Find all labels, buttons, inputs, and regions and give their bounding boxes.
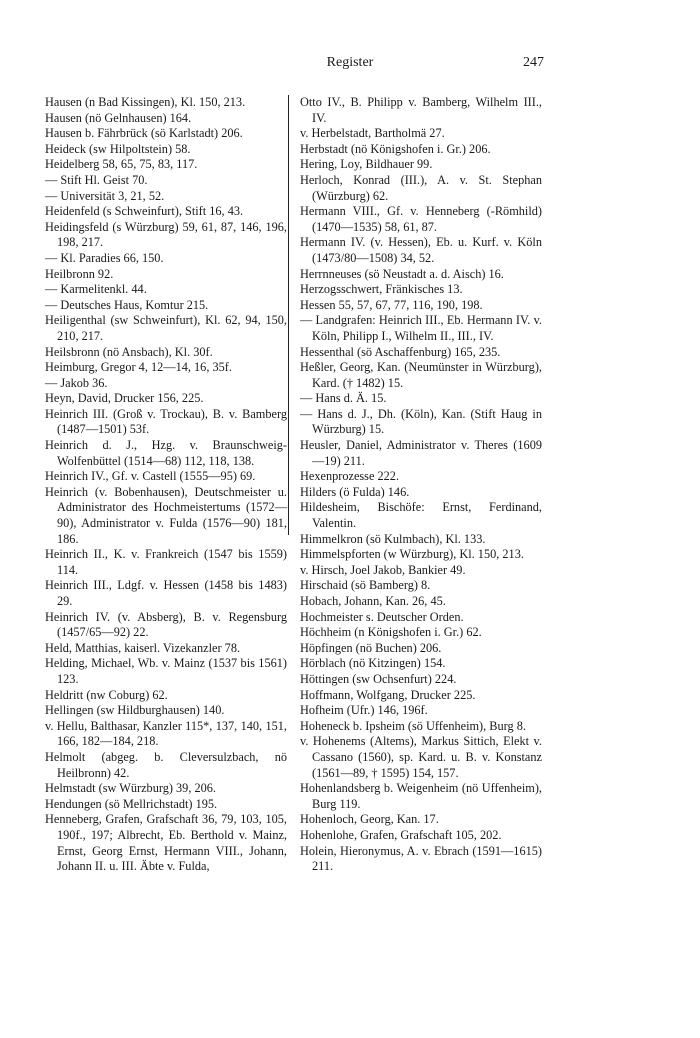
index-entry: Heilsbronn (nö Ansbach), Kl. 30f. xyxy=(45,344,213,359)
index-entry: — Universität 3, 21, 52. xyxy=(45,188,165,203)
index-entry: Heinrich (v. Bobenhausen), Deutschmeister u. Administrator des Hochmeistertums (1572—90), Administrator v. Fulda (1576—90) 181, 186. xyxy=(45,484,287,546)
index-entry: Hessen 55, 57, 67, 77, 116, 190, 198. xyxy=(300,297,483,312)
index-entry: Hochmeister s. Deutscher Orden. xyxy=(300,609,464,624)
index-entry: Heideck (sw Hilpoltstein) 58. xyxy=(45,141,191,156)
index-entry: Heidelberg 58, 65, 75, 83, 117. xyxy=(45,157,198,172)
index-entry: Hilders (ö Fulda) 146. xyxy=(300,484,410,499)
index-entry: Helmstadt (sw Würzburg) 39, 206. xyxy=(45,781,216,796)
index-entry: Herzogsschwert, Fränkisches 13. xyxy=(300,282,463,297)
running-title: Register xyxy=(326,55,374,70)
index-entry: Heinrich II., K. v. Frankreich (1547 bis 1559) 114. xyxy=(45,547,287,577)
index-entry: — Jakob 36. xyxy=(45,375,108,390)
index-entry: Helding, Michael, Wb. v. Mainz (1537 bis 1561) 123. xyxy=(45,656,287,686)
index-entry: Hoheneck b. Ipsheim (sö Uffenheim), Burg 8. xyxy=(300,718,526,733)
index-entry: Heyn, David, Drucker 156, 225. xyxy=(45,391,204,406)
index-entry: Hellingen (sw Hildburghausen) 140. xyxy=(45,703,225,718)
index-entry: — Kl. Paradies 66, 150. xyxy=(45,250,164,265)
index-entry: — Hans d. Ä. 15. xyxy=(300,391,387,406)
index-entry: Hirschaid (sö Bamberg) 8. xyxy=(300,578,431,593)
index-entry: Heidingsfeld (s Würzburg) 59, 61, 87, 146, 196, 198, 217. xyxy=(45,219,287,250)
index-entry: Hoffmann, Wolfgang, Drucker 225. xyxy=(300,687,476,702)
index-entry: — Hans d. J., Dh. (Köln), Kan. (Stift Haug in Würzburg) 15. xyxy=(300,406,542,437)
index-entry: Heilbronn 92. xyxy=(45,266,114,281)
index-column-left xyxy=(45,95,287,875)
index-entry: Himmelspforten (w Würzburg), Kl. 150, 213. xyxy=(300,547,524,562)
index-entry: Heinrich d. J., Hzg. v. Braunschweig-Wolfenbüttel (1514—68) 112, 118, 138. xyxy=(45,438,287,468)
index-entry: — Deutsches Haus, Komtur 215. xyxy=(45,297,209,312)
index-entry: Heidenfeld (s Schweinfurt), Stift 16, 43. xyxy=(45,204,244,219)
index-entry: Hohenlandsberg b. Weigenheim (nö Uffenheim), Burg 119. xyxy=(300,781,542,811)
index-entry: Otto IV., B. Philipp v. Bamberg, Wilhelm III., IV. xyxy=(300,95,542,125)
index-entry: v. Hirsch, Joel Jakob, Bankier 49. xyxy=(300,562,466,577)
index-entry: Held, Matthias, kaiserl. Vizekanzler 78. xyxy=(45,640,241,655)
index-entry: Heinrich IV., Gf. v. Castell (1555—95) 69. xyxy=(45,469,256,484)
index-entry: Höchheim (n Königshofen i. Gr.) 62. xyxy=(300,625,482,640)
index-entry: v. Herbelstadt, Bartholmä 27. xyxy=(300,126,445,141)
index-entry: Hildesheim, Bischöfe: Ernst, Ferdinand, Valentin. xyxy=(300,500,542,531)
index-entry: Himmelkron (sö Kulmbach), Kl. 133. xyxy=(300,531,486,546)
index-entry: Heinrich III. (Groß v. Trockau), B. v. Bamberg (1487—1501) 53f. xyxy=(45,406,287,437)
index-entry: Heiligenthal (sw Schweinfurt), Kl. 62, 94, 150, 210, 217. xyxy=(45,313,287,343)
index-entry: Höpfingen (nö Buchen) 206. xyxy=(300,640,442,655)
index-entry: Helmolt (abgeg. b. Cleversulzbach, nö Heilbronn) 42. xyxy=(45,749,287,780)
index-entry: v. Hohenems (Altems), Markus Sittich, Elekt v. Cassano (1560), sp. Kard. u. B. v. Konstanz (1561—89, † 1595) 154, 157. xyxy=(300,734,542,780)
index-entry: Hofheim (Ufr.) 146, 196f. xyxy=(300,703,428,718)
index-entry: Heusler, Daniel, Administrator v. Theres (1609—19) 211. xyxy=(300,438,542,468)
index-entry: Hermann IV. (v. Hessen), Eb. u. Kurf. v. Köln (1473/80—1508) 34, 52. xyxy=(300,235,542,265)
index-entry: Hausen (n Bad Kissingen), Kl. 150, 213. xyxy=(45,95,246,109)
index-entry: Herloch, Konrad (III.), A. v. St. Stephan (Würzburg) 62. xyxy=(300,172,542,203)
index-entry: Heßler, Georg, Kan. (Neumünster in Würzburg), Kard. († 1482) 15. xyxy=(300,360,542,390)
index-entry: Hohenloch, Georg, Kan. 17. xyxy=(300,812,439,827)
index-entry: Hausen (nö Gelnhausen) 164. xyxy=(45,110,192,125)
index-entry: Hobach, Johann, Kan. 26, 45. xyxy=(300,594,446,608)
index-entry: — Stift Hl. Geist 70. xyxy=(45,172,148,187)
index-entry: Holein, Hieronymus, A. v. Ebrach (1591—1615) 211. xyxy=(300,843,542,874)
index-entry: Hering, Loy, Bildhauer 99. xyxy=(300,157,433,172)
index-entry: Heimburg, Gregor 4, 12—14, 16, 35f. xyxy=(45,360,232,375)
index-column-right xyxy=(300,95,542,875)
index-entry: Hexenprozesse 222. xyxy=(300,469,400,484)
index-entry: Heldritt (nw Coburg) 62. xyxy=(45,687,168,702)
index-entry: Höttingen (sw Ochsenfurt) 224. xyxy=(300,671,457,686)
index-entry: Hendungen (sö Mellrichstadt) 195. xyxy=(45,796,218,811)
index-entry: — Karmelitenkl. 44. xyxy=(45,282,147,297)
index-entry: Hörblach (nö Kitzingen) 154. xyxy=(300,656,446,671)
index-entry: Herbstadt (nö Königshofen i. Gr.) 206. xyxy=(300,141,491,156)
index-entry: Hessenthal (sö Aschaffenburg) 165, 235. xyxy=(300,344,501,359)
index-entry: Hausen b. Fährbrück (sö Karlstadt) 206. xyxy=(45,126,243,141)
index-entry: Herrnneuses (sö Neustadt a. d. Aisch) 16. xyxy=(300,266,504,281)
index-entry: Heinrich IV. (v. Absberg), B. v. Regensburg (1457/65—92) 22. xyxy=(45,609,287,640)
index-entry: v. Hellu, Balthasar, Kanzler 115*, 137, 140, 151, 166, 182—184, 218. xyxy=(45,718,287,749)
column-divider xyxy=(288,95,289,535)
index-entry: Hermann VIII., Gf. v. Henneberg (-Römhild) (1470—1535) 58, 61, 87. xyxy=(300,204,542,234)
page-number: 247 xyxy=(523,55,544,70)
page-header xyxy=(0,55,700,79)
index-entry: Hohenlohe, Grafen, Grafschaft 105, 202. xyxy=(300,827,502,842)
index-entry: — Landgrafen: Heinrich III., Eb. Hermann IV. v. Köln, Philipp I., Wilhelm II., III., IV. xyxy=(300,313,542,343)
index-entry: Heinrich III., Ldgf. v. Hessen (1458 bis 1483) 29. xyxy=(45,578,287,608)
index-entry: Henneberg, Grafen, Grafschaft 36, 79, 103, 105, 190f., 197; Albrecht, Eb. Berthold v. Mainz, Ernst, Georg Ernst, Hermann VIII., Johann, Johann II. u. III. Äbte v. Fulda, xyxy=(45,812,287,874)
